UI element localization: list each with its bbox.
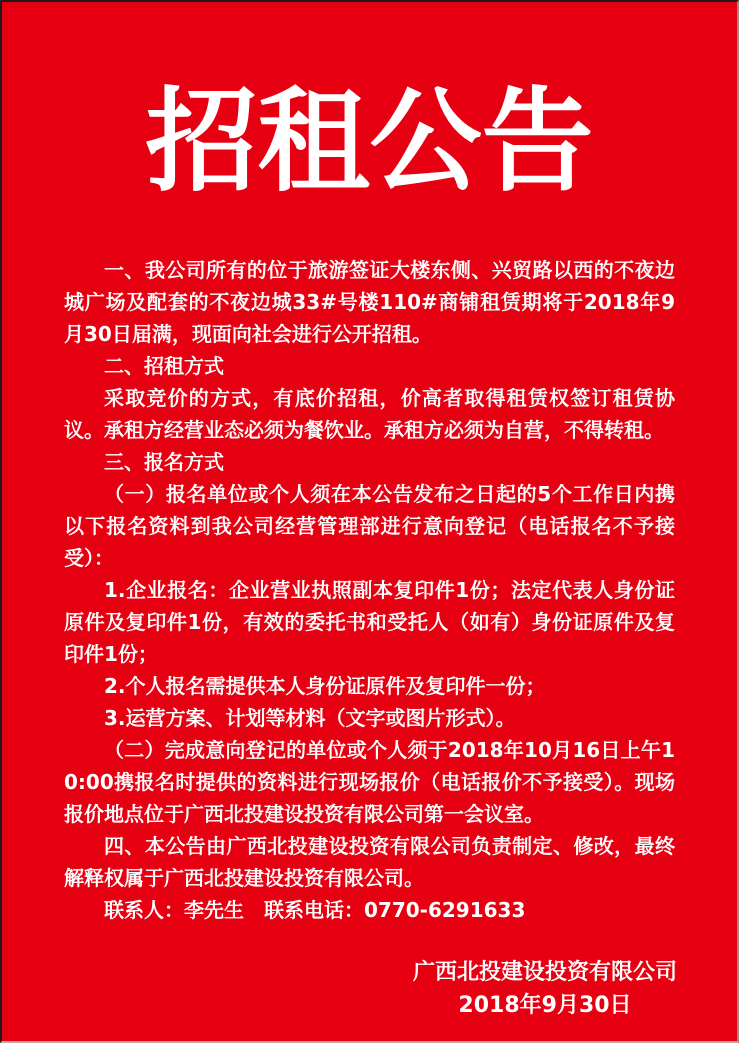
paragraph-intro: 一、我公司所有的位于旅游签证大楼东侧、兴贸路以西的不夜边城广场及配套的不夜边城33#号楼110#商铺租赁期将于2018年9月30日届满，现面向社会进行公开招租。 (64, 258, 675, 346)
paragraph-item-2: 2.个人报名需提供本人身份证原件及复印件一份； (104, 674, 546, 698)
paragraph-method: 采取竞价的方式，有底价招租，价高者取得租赁权签订租赁协议。承租方经营业态必须为餐饮业。承租方必须为自营，不得转租。 (64, 386, 675, 442)
contact-line: 联系人：李先生 联系电话：0770-6291633 (104, 898, 526, 922)
paragraph-registration: （一）报名单位或个人须在本公告发布之日起的5个工作日内携以下报名资料到我公司经营管理部进行意向登记（电话报名不予接受）： (64, 482, 675, 570)
signature-company: 广西北投建设投资有限公司 (412, 960, 677, 985)
page-title: 招租公告 (145, 76, 594, 207)
paragraph-item-1: 1.企业报名：企业营业执照副本复印件1份；法定代表人身份证原件及复印件1份，有效的委托书和受托人（如有）身份证原件及复印件1份； (64, 578, 675, 666)
section-heading-3: 三、报名方式 (104, 450, 224, 474)
paragraph-rights: 四、本公告由广西北投建设投资有限公司负责制定、修改，最终解释权属于广西北投建设投资有限公司。 (64, 834, 675, 890)
announcement-body (2, 254, 737, 926)
signature-block (413, 956, 677, 1022)
paragraph-bidding: （二）完成意向登记的单位或个人须于2018年10月16日上午10:00携报名时提供的资料进行现场报价（电话报价不予接受）。现场报价地点位于广西北投建设投资有限公司第一会议室。 (64, 738, 675, 826)
section-heading-2: 二、招租方式 (104, 354, 224, 378)
paragraph-item-3: 3.运营方案、计划等材料（文字或图片形式）。 (104, 706, 516, 730)
signature-date: 2018年9月30日 (458, 993, 632, 1018)
